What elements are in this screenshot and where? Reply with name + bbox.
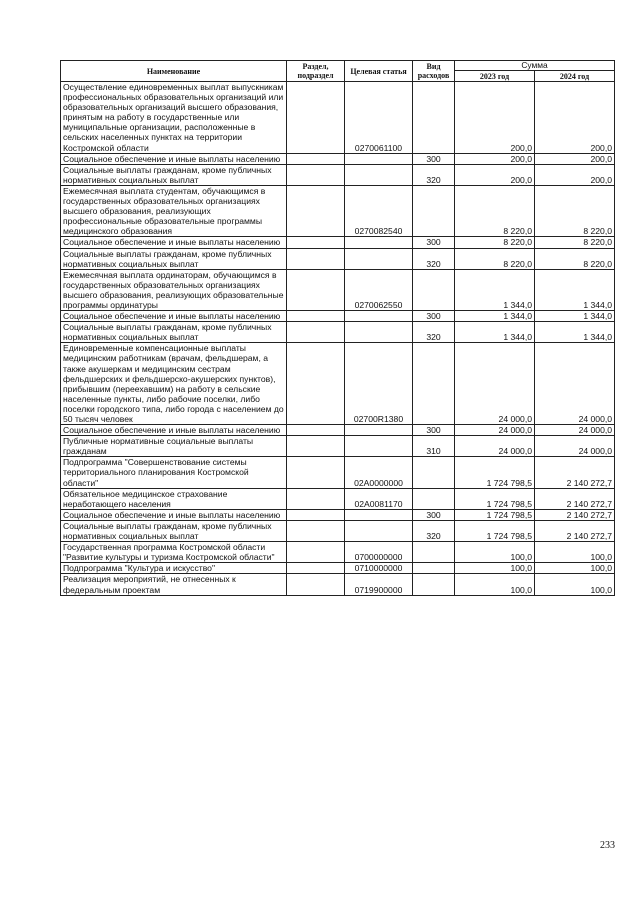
budget-table: [60, 60, 615, 596]
table-row: [61, 509, 615, 520]
row-section: [287, 542, 345, 563]
row-target: [345, 509, 413, 520]
row-target: [345, 164, 413, 185]
row-target: 0719900000: [345, 574, 413, 595]
row-type: [413, 82, 455, 154]
row-2023: 1 724 798,5: [455, 509, 535, 520]
row-type: 300: [413, 509, 455, 520]
table-row: [61, 322, 615, 343]
table-row: [61, 82, 615, 154]
row-target: 0270082540: [345, 185, 413, 236]
table-row: [61, 488, 615, 509]
row-target: [345, 520, 413, 541]
table-row: [61, 425, 615, 436]
row-target: [345, 322, 413, 343]
row-2024: 200,0: [535, 82, 615, 154]
table-row: [61, 574, 615, 595]
row-section: [287, 248, 345, 269]
row-section: [287, 153, 345, 164]
row-target: 0270062550: [345, 269, 413, 310]
page-number: 233: [600, 840, 615, 851]
row-type: [413, 574, 455, 595]
row-2024: 24 000,0: [535, 436, 615, 457]
row-section: [287, 237, 345, 248]
table-row: [61, 153, 615, 164]
row-name: Социальные выплаты гражданам, кроме публичных нормативных социальных выплат: [61, 520, 287, 541]
row-target: 0700000000: [345, 542, 413, 563]
row-type: 300: [413, 425, 455, 436]
row-name: Государственная программа Костромской области "Развитие культуры и туризма Костромской области": [61, 542, 287, 563]
row-type: 320: [413, 322, 455, 343]
row-section: [287, 343, 345, 425]
row-2024: 1 344,0: [535, 311, 615, 322]
row-2023: 100,0: [455, 542, 535, 563]
header-year-2024: 2024 год: [535, 71, 615, 82]
row-2023: 200,0: [455, 164, 535, 185]
row-target: [345, 248, 413, 269]
row-2024: 24 000,0: [535, 425, 615, 436]
row-type: 310: [413, 436, 455, 457]
table-row: [61, 269, 615, 310]
header-section: Раздел, подраздел: [287, 61, 345, 82]
table-row: [61, 248, 615, 269]
row-name: Социальное обеспечение и иные выплаты населению: [61, 153, 287, 164]
row-2023: 1 724 798,5: [455, 488, 535, 509]
row-2024: 2 140 272,7: [535, 509, 615, 520]
table-row: [61, 520, 615, 541]
header-target: Целевая статья: [345, 61, 413, 82]
row-2023: 100,0: [455, 563, 535, 574]
row-type: 300: [413, 311, 455, 322]
row-type: [413, 563, 455, 574]
row-section: [287, 509, 345, 520]
row-section: [287, 425, 345, 436]
row-section: [287, 185, 345, 236]
table-row: [61, 542, 615, 563]
row-section: [287, 488, 345, 509]
row-2023: 200,0: [455, 153, 535, 164]
row-target: 0710000000: [345, 563, 413, 574]
row-target: [345, 436, 413, 457]
row-name: Социальные выплаты гражданам, кроме публичных нормативных социальных выплат: [61, 322, 287, 343]
row-2024: 100,0: [535, 563, 615, 574]
row-2024: 2 140 272,7: [535, 520, 615, 541]
row-2023: 1 344,0: [455, 269, 535, 310]
row-type: [413, 185, 455, 236]
row-name: Социальное обеспечение и иные выплаты населению: [61, 509, 287, 520]
row-name: Осуществление единовременных выплат выпускникам профессиональных образовательных организаций или образовательных организаций высшего образования, принятым на работу в государственные или муниципальные организации, расположенные в сельских населенных пунктах на территории Костромской области: [61, 82, 287, 154]
row-section: [287, 563, 345, 574]
header-sum: Сумма: [455, 61, 615, 71]
row-type: [413, 542, 455, 563]
row-2023: 100,0: [455, 574, 535, 595]
row-type: [413, 457, 455, 488]
header-year-2023: 2023 год: [455, 71, 535, 82]
row-2024: 24 000,0: [535, 343, 615, 425]
row-name: Ежемесячная выплата студентам, обучающимся в государственных образовательных организациях высшего образования, реализующих профессиональные образовательные программы медицинского образования: [61, 185, 287, 236]
row-name: Социальное обеспечение и иные выплаты населению: [61, 311, 287, 322]
row-2023: 24 000,0: [455, 343, 535, 425]
row-target: 02700R1380: [345, 343, 413, 425]
row-2023: 24 000,0: [455, 425, 535, 436]
row-2024: 100,0: [535, 542, 615, 563]
row-2023: 1 344,0: [455, 311, 535, 322]
table-row: [61, 563, 615, 574]
row-type: 300: [413, 153, 455, 164]
table-body: [61, 82, 615, 596]
row-target: [345, 237, 413, 248]
row-target: 02А0081170: [345, 488, 413, 509]
row-2023: 8 220,0: [455, 237, 535, 248]
table-row: [61, 237, 615, 248]
row-2023: 1 724 798,5: [455, 520, 535, 541]
table-row: [61, 436, 615, 457]
row-name: Социальные выплаты гражданам, кроме публичных нормативных социальных выплат: [61, 248, 287, 269]
row-type: 300: [413, 237, 455, 248]
row-section: [287, 436, 345, 457]
row-section: [287, 574, 345, 595]
row-2024: 1 344,0: [535, 322, 615, 343]
row-name: Публичные нормативные социальные выплаты гражданам: [61, 436, 287, 457]
row-name: Подпрограмма "Совершенствование системы территориального планирования Костромской области": [61, 457, 287, 488]
row-2024: 8 220,0: [535, 185, 615, 236]
row-2024: 200,0: [535, 164, 615, 185]
row-target: 0270061100: [345, 82, 413, 154]
row-2023: 8 220,0: [455, 185, 535, 236]
row-name: Обязательное медицинское страхование неработающего населения: [61, 488, 287, 509]
row-section: [287, 82, 345, 154]
row-section: [287, 269, 345, 310]
table-row: [61, 185, 615, 236]
row-2023: 1 724 798,5: [455, 457, 535, 488]
row-target: [345, 311, 413, 322]
row-2024: 100,0: [535, 574, 615, 595]
row-2023: 24 000,0: [455, 436, 535, 457]
row-section: [287, 322, 345, 343]
row-type: [413, 269, 455, 310]
table-row: [61, 343, 615, 425]
row-2024: 2 140 272,7: [535, 457, 615, 488]
header-name: Наименование: [61, 61, 287, 82]
row-section: [287, 164, 345, 185]
row-target: [345, 153, 413, 164]
row-type: [413, 343, 455, 425]
header-row-1: [61, 61, 615, 71]
row-type: [413, 488, 455, 509]
row-2023: 1 344,0: [455, 322, 535, 343]
row-2024: 200,0: [535, 153, 615, 164]
row-name: Социальное обеспечение и иные выплаты населению: [61, 237, 287, 248]
table-row: [61, 164, 615, 185]
row-section: [287, 457, 345, 488]
row-name: Социальные выплаты гражданам, кроме публичных нормативных социальных выплат: [61, 164, 287, 185]
row-type: 320: [413, 248, 455, 269]
header-type: Вид расходов: [413, 61, 455, 82]
row-name: Ежемесячная выплата ординаторам, обучающимся в государственных образовательных организациях высшего образования, реализующих образовательные программы ординатуры: [61, 269, 287, 310]
row-2023: 8 220,0: [455, 248, 535, 269]
row-target: 02А0000000: [345, 457, 413, 488]
row-name: Социальное обеспечение и иные выплаты населению: [61, 425, 287, 436]
row-section: [287, 311, 345, 322]
row-type: 320: [413, 520, 455, 541]
table-row: [61, 311, 615, 322]
row-2023: 200,0: [455, 82, 535, 154]
row-type: 320: [413, 164, 455, 185]
table-row: [61, 457, 615, 488]
row-2024: 2 140 272,7: [535, 488, 615, 509]
row-section: [287, 520, 345, 541]
row-name: Подпрограмма "Культура и искусство": [61, 563, 287, 574]
row-name: Единовременные компенсационные выплаты медицинским работникам (врачам, фельдшерам, а также акушеркам и медицинским сестрам фельдшерских и фельдшерско-акушерских пунктов), прибывшим (переехавшим) на работу в сельские населенные пункты, либо рабочие поселки, либо поселки городского типа, либо города с населением до 50 тысяч человек: [61, 343, 287, 425]
row-2024: 1 344,0: [535, 269, 615, 310]
row-target: [345, 425, 413, 436]
row-name: Реализация мероприятий, не отнесенных к федеральным проектам: [61, 574, 287, 595]
row-2024: 8 220,0: [535, 248, 615, 269]
row-2024: 8 220,0: [535, 237, 615, 248]
